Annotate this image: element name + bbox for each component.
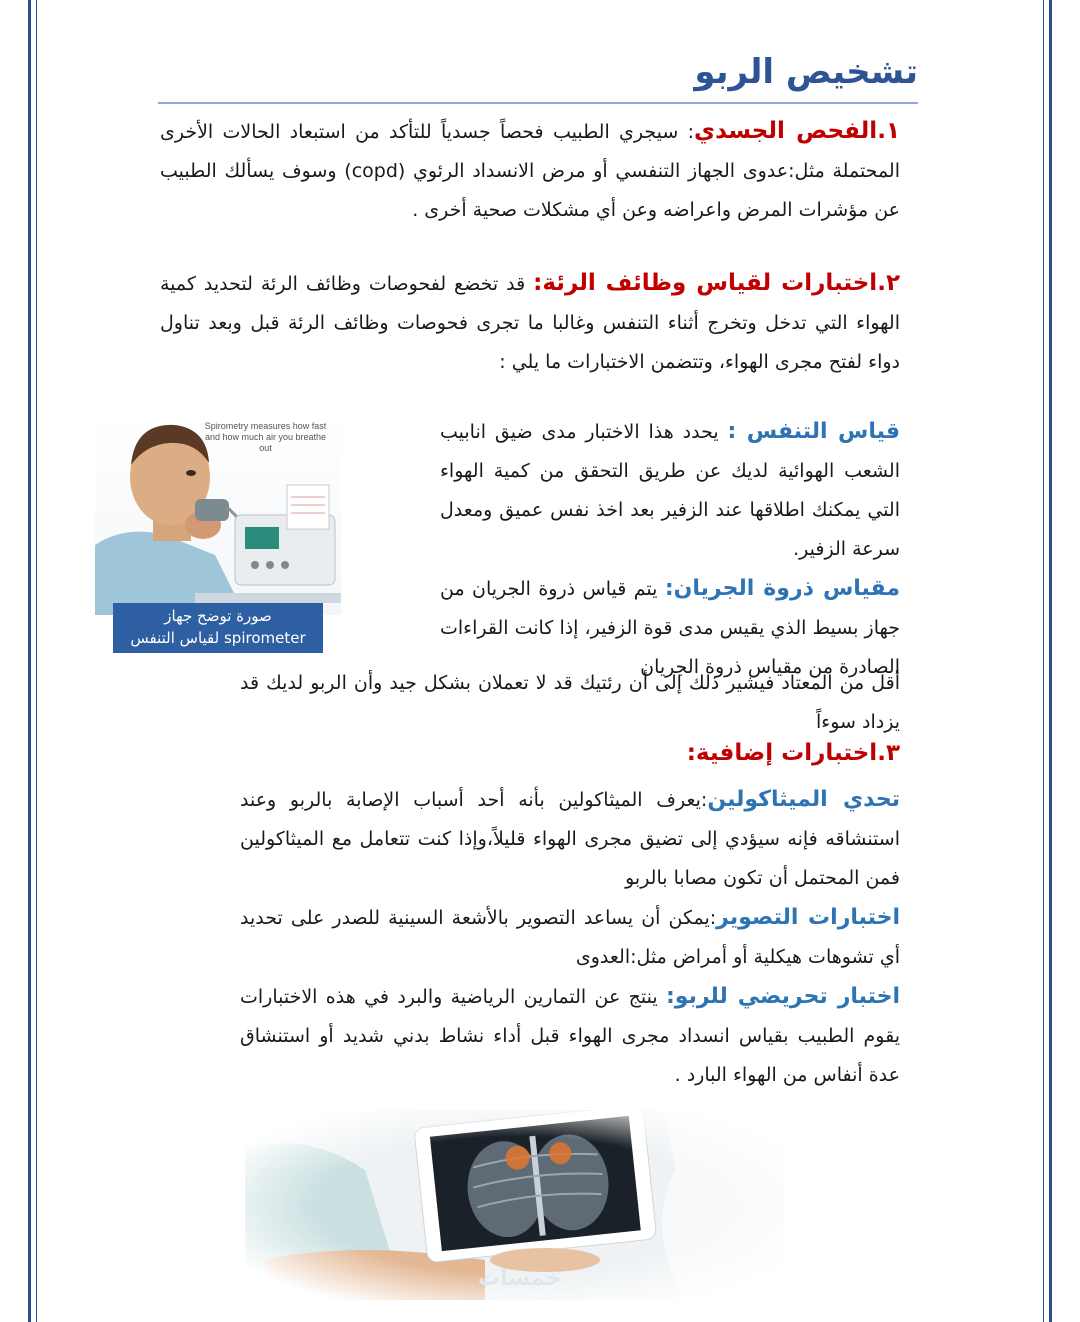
imaging-paragraph — [240, 898, 900, 977]
watermark: خمسات — [478, 1266, 562, 1291]
subsection-spirometry-peakflow — [440, 412, 900, 687]
figure-label-line1: صورة توضح جهاز — [164, 607, 272, 625]
section-number: ٣. — [877, 740, 900, 766]
page-border-left-inner — [36, 0, 37, 1322]
subsection-heading: قياس التنفس : — [727, 419, 900, 444]
subsection-text: :يعرف الميثاكولين بأنه أحد أسباب الإصابة بالربو وعند استنشاقه فإنه سيؤدي إلى تضيق مجرى الهواء قليلاً،وإذا كنت تتعامل مع الميثاكولين فمن المحتمل أن تكون مصابا بالربو — [240, 789, 900, 889]
title-underline — [158, 102, 918, 104]
section-heading: الفحص الجسدي — [694, 118, 878, 144]
figure-label — [113, 603, 323, 653]
section-number: ١. — [877, 118, 900, 144]
spirometry-paragraph — [440, 412, 900, 569]
section-heading: اختبارات لقياس وظائف الرئة: — [533, 270, 878, 296]
subsection-heading: اختبارات التصوير — [716, 905, 900, 930]
provocation-paragraph — [240, 977, 900, 1095]
spirometer-figure — [95, 415, 341, 655]
subsection-text: ينتج عن التمارين الرياضية والبرد في هذه الاختبارات يقوم الطبيب بقياس انسداد مجرى الهواء قبل أداء نشاط بدني شديد أو استنشاق عدة أنفاس من الهواء البارد . — [240, 986, 900, 1086]
section-text: قد تخضع لفحوصات وظائف الرئة لتحديد كمية الهواء التي تدخل وتخرج أثناء التنفس وغالبا ما تجرى فحوصات وظائف الرئة قبل وبعد تناول دواء لفتح مجرى الهواء، وتتضمن الاختبارات ما يلي : — [160, 273, 900, 373]
additional-tests-list — [240, 780, 900, 1095]
subsection-heading: تحدي الميثاكولين — [707, 787, 900, 812]
section-additional-tests — [160, 734, 900, 774]
subsection-text: أقل من المعتاد فيشير ذلك إلى أن رئتيك قد لا تعملان بشكل جيد وأن الربو لديك قد يزداد سوءاً — [240, 672, 900, 733]
section-heading: اختبارات إضافية: — [686, 740, 878, 766]
page-border-left — [28, 0, 31, 1322]
page-title: تشخيص الربو — [694, 52, 918, 92]
subsection-heading: مقياس ذروة الجريان: — [664, 576, 900, 601]
page-border-right — [1049, 0, 1052, 1322]
figure-label-line2: spirometer لقياس التنفس — [130, 629, 306, 647]
page-border-right-inner — [1043, 0, 1044, 1322]
subsection-heading: اختبار تحريضي للربو: — [666, 984, 900, 1009]
section-text: : سيجري الطبيب فحصاً جسدياً للتأكد من استبعاد الحالات الأخرى المحتملة مثل:عدوى الجهاز التنفسي أو مرض الانسداد الرئوي (copd) وسوف يسألك الطبيب عن مؤشرات المرض واعراضه وعن أي مشكلات صحية أخرى . — [160, 121, 901, 221]
peakflow-continuation — [240, 664, 900, 742]
section-number: ٢. — [877, 270, 900, 296]
section-physical-exam — [160, 112, 900, 230]
subsection-text: يحدد هذا الاختبار مدى ضيق انابيب الشعب الهوائية لديك عن طريق التحقق من كمية الهواء التي يمكنك اطلاقها عند الزفير بعد اخذ نفس عميق ومعدل سرعة الزفير. — [440, 421, 900, 560]
methacholine-paragraph — [240, 780, 900, 898]
section-lung-function — [160, 264, 900, 382]
subsection-text: :يمكن أن يساعد التصوير بالأشعة السينية للصدر على تحديد أي تشوهات هيكلية أو أمراض مثل:العدوى — [240, 907, 900, 968]
figure-inset-caption: Spirometry measures how fast and how much air you breathe out — [204, 421, 327, 453]
subsection-text: يتم قياس ذروة الجريان من جهاز بسيط الذي يقيس مدى قوة الزفير، إذا كانت القراءات الصادرة من مقياس ذروة الجريان — [440, 578, 900, 678]
